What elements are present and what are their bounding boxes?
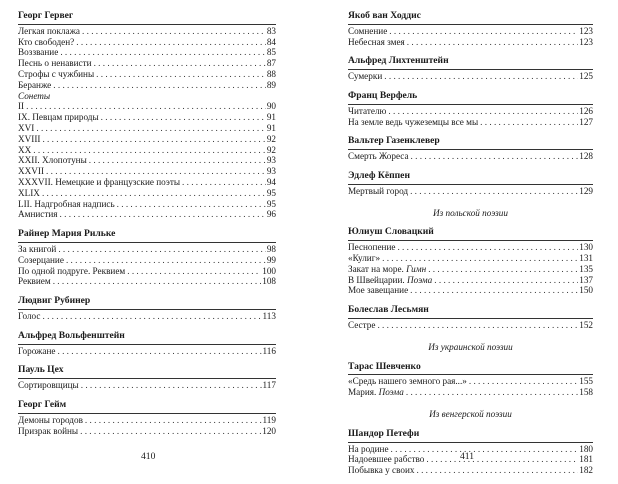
entry-title-text: На родине (348, 443, 389, 454)
toc-entry (18, 69, 276, 80)
left-page (18, 11, 276, 436)
entry-title (348, 253, 380, 264)
entry-page-number: 90 (266, 101, 276, 112)
dot-leader (407, 37, 578, 48)
entry-page-number: 128 (579, 151, 593, 162)
entry-title-text: XLIX (18, 187, 40, 198)
entry-title (18, 244, 56, 255)
toc-entry (18, 209, 276, 220)
dot-leader (94, 58, 266, 69)
entry-page-number: 123 (579, 36, 593, 47)
dot-leader (85, 415, 262, 426)
entry-genre: Поэма (378, 387, 404, 398)
entry-title-text: Сумерки (348, 71, 383, 82)
entry-page-number: 85 (266, 47, 276, 58)
entry-title (18, 58, 92, 69)
entry-title-text: Сестре (348, 319, 376, 330)
toc-entry (348, 320, 593, 331)
entry-page-number: 135 (579, 263, 593, 274)
entry-title-text: Горожане (18, 345, 56, 356)
toc-entry (18, 244, 276, 255)
section-heading: Из венгерской поэзии (429, 408, 512, 419)
entry-page-number: 95 (266, 198, 276, 209)
entry-title-text: Мое завещание (348, 285, 409, 296)
entry-page-number: 127 (579, 116, 593, 127)
toc-entry (348, 376, 593, 387)
entry-page-number: 84 (266, 36, 276, 47)
entry-page-number: 155 (579, 376, 593, 387)
entry-title (348, 37, 405, 48)
entry-title-text: Сомнение (348, 25, 388, 36)
dot-leader (410, 186, 578, 197)
entry-title (18, 37, 74, 48)
entry-title-text: Побывка у своих (348, 465, 415, 476)
dot-leader (384, 71, 578, 82)
toc-entry (18, 415, 276, 426)
entry-title-text: «Средь нашего земного рая...» (348, 376, 467, 387)
entry-title (18, 112, 99, 123)
dot-leader (66, 255, 266, 266)
toc-entry (18, 101, 276, 112)
toc-entry (348, 186, 593, 197)
entry-title-text: II (18, 101, 25, 112)
right-page (348, 11, 593, 476)
entry-page-number: 116 (262, 345, 276, 356)
toc-entry (18, 26, 276, 37)
dot-leader (89, 155, 266, 166)
entry-title-text: Сортировщицы (18, 380, 79, 391)
entry-page-number: 126 (579, 105, 593, 116)
toc-entry (348, 264, 593, 275)
entry-title-text: Призрак войны (18, 425, 79, 436)
toc-entry (348, 151, 593, 162)
author-heading: Георг Гейм (18, 400, 276, 414)
author-heading: Георг Гервег (18, 11, 276, 25)
entry-page-number: 100 (262, 265, 276, 276)
entry-title-text: LII. Надгробная надпись (18, 198, 115, 209)
entry-page-number: 98 (266, 243, 276, 254)
entry-page-number: 125 (579, 71, 593, 82)
entry-title-text: XX (18, 144, 32, 155)
author-heading: Райнер Мария Рильке (18, 229, 276, 243)
entry-page-number: 152 (579, 319, 593, 330)
author-heading: Вальтер Газенклевер (348, 136, 593, 150)
entry-title-text: Небесная змея (348, 36, 405, 47)
entry-page-number: 83 (266, 25, 276, 36)
dot-leader (80, 426, 261, 437)
toc-entry (348, 253, 593, 264)
entry-title (348, 242, 395, 253)
author-heading: Шандор Петефи (348, 429, 593, 443)
entry-title (348, 376, 467, 387)
entry-title-text: Кто свободен? (18, 36, 75, 47)
entry-title-text: Легкая поклажа (18, 25, 81, 36)
entry-page-number: 96 (266, 209, 276, 220)
dot-leader (76, 37, 266, 48)
author-heading: Франц Верфель (348, 91, 593, 105)
author-heading: Людвиг Рубинер (18, 296, 276, 310)
toc-entry (348, 275, 593, 286)
entry-title-text: Воззвание (18, 47, 59, 58)
entry-title-text: Надоевшее рабство (348, 454, 425, 465)
dot-leader (53, 80, 266, 91)
entry-title (18, 26, 80, 37)
toc-entry (18, 166, 276, 177)
entry-title (18, 266, 125, 277)
entry-title-text: Мертвый город (348, 185, 409, 196)
dot-leader (411, 151, 579, 162)
entry-title (18, 166, 44, 177)
dot-leader (117, 199, 266, 210)
page-number-right: 411 (460, 451, 475, 462)
entry-page-number: 181 (579, 454, 593, 465)
entry-title (348, 320, 375, 331)
entry-title (18, 199, 115, 210)
author-heading: Якоб ван Ходдис (348, 11, 593, 25)
entry-title (18, 380, 79, 391)
entry-page-number: 88 (266, 68, 276, 79)
entry-title-text: Закат на море. (348, 263, 407, 274)
dot-leader (96, 69, 266, 80)
author-heading: Юлиуш Словацкий (348, 227, 593, 241)
entry-title-text: На земле ведь чужеземцы все мы (348, 116, 479, 127)
toc-entry (18, 188, 276, 199)
entry-page-number: 119 (262, 414, 276, 425)
toc-entry (18, 47, 276, 58)
dot-leader (33, 145, 266, 156)
toc-entry (18, 177, 276, 188)
entry-title (18, 177, 180, 188)
entry-title (18, 255, 64, 266)
entry-title (18, 426, 78, 437)
entry-title-text: Читателю (348, 105, 387, 116)
entry-title (348, 71, 382, 82)
entry-page-number: 130 (579, 242, 593, 253)
dot-leader (397, 242, 578, 253)
author-heading: Пауль Цех (18, 365, 276, 379)
toc-entry (348, 71, 593, 82)
entry-title-text: Строфы с чужбины (18, 68, 95, 79)
dot-leader (382, 253, 578, 264)
dot-leader (426, 454, 578, 465)
entry-title (18, 47, 58, 58)
entry-title (348, 387, 404, 398)
entry-title (18, 101, 24, 112)
dot-leader (36, 123, 265, 134)
entry-title-text: «Кулиг» (348, 252, 381, 263)
entry-title (348, 117, 478, 128)
entry-page-number: 108 (262, 276, 276, 287)
entry-page-number: 99 (266, 254, 276, 265)
entry-page-number: 91 (266, 122, 276, 133)
entry-page-number: 95 (266, 187, 276, 198)
entry-title (348, 106, 386, 117)
entry-page-number: 120 (262, 425, 276, 436)
entry-page-number: 137 (579, 274, 593, 285)
entry-title-text: XXVII (18, 166, 45, 177)
dot-leader (81, 380, 262, 391)
entry-title-text: Голос (18, 310, 41, 321)
dot-leader (127, 266, 261, 277)
entry-title (18, 276, 51, 287)
entry-page-number: 123 (579, 25, 593, 36)
dot-leader (406, 387, 578, 398)
entry-genre: Поэма (407, 274, 433, 285)
entry-title-text: Демоны городов (18, 414, 83, 425)
entry-title (348, 465, 414, 476)
dot-leader (46, 166, 266, 177)
entry-title (18, 123, 34, 134)
entry-title (348, 264, 426, 275)
entry-title-text: За книгой (18, 243, 57, 254)
toc-entry (18, 145, 276, 156)
entry-title-text: XVIII (18, 133, 41, 144)
entry-page-number: 182 (579, 465, 593, 476)
entry-page-number: 117 (262, 380, 276, 391)
toc-entry (348, 465, 593, 476)
toc-entry (348, 106, 593, 117)
cycle-subheading: Сонеты (18, 90, 51, 101)
entry-title-text: Песнь о ненависти (18, 58, 92, 69)
entry-page-number: 93 (266, 166, 276, 177)
entry-title-text: XXXVII. Немецкие и французские поэты (18, 176, 181, 187)
dot-leader (42, 134, 265, 145)
dot-leader (388, 106, 578, 117)
toc-entry (18, 199, 276, 210)
dot-leader (42, 311, 261, 322)
author-heading: Альфред Вольфенштейн (18, 331, 276, 345)
dot-leader (391, 444, 579, 455)
toc-entry (18, 58, 276, 69)
dot-leader (26, 101, 266, 112)
entry-page-number: 94 (266, 176, 276, 187)
entry-title (18, 188, 40, 199)
entry-title (18, 346, 55, 357)
author-heading: Болеслав Лесьмян (348, 305, 593, 319)
entry-title (18, 134, 40, 145)
entry-title-text: По одной подруге. Реквием (18, 265, 126, 276)
page-number-left: 410 (141, 451, 156, 462)
dot-leader (182, 177, 266, 188)
dot-leader (377, 320, 578, 331)
entry-page-number: 92 (266, 144, 276, 155)
dot-leader (469, 376, 578, 387)
toc-entry (18, 311, 276, 322)
entry-title (348, 275, 432, 286)
toc-entry (348, 37, 593, 48)
dot-leader (53, 276, 262, 287)
toc-entry (18, 134, 276, 145)
dot-leader (42, 188, 266, 199)
dot-leader (82, 26, 266, 37)
entry-title-text: Мария. (348, 387, 379, 398)
toc-entry (18, 380, 276, 391)
entry-title-text: XXII. Хлопотуны (18, 155, 87, 166)
section-heading: Из украинской поэзии (428, 341, 513, 352)
entry-title-text: IX. Певцам природы (18, 112, 99, 123)
entry-page-number: 92 (266, 133, 276, 144)
author-heading: Эдлеф Кёппен (348, 171, 593, 185)
entry-title (348, 285, 408, 296)
dot-leader (389, 26, 578, 37)
toc-entry (348, 285, 593, 296)
entry-title (18, 311, 40, 322)
toc-entry (18, 80, 276, 91)
dot-leader (101, 112, 266, 123)
entry-title-text: Реквием (18, 276, 51, 287)
toc-entry (18, 255, 276, 266)
section-heading: Из польской поэзии (433, 207, 508, 218)
toc-entry (348, 26, 593, 37)
entry-title-text: В Швейцарии. (348, 274, 407, 285)
dot-leader (57, 346, 261, 357)
entry-title (18, 415, 83, 426)
entry-page-number: 131 (579, 252, 593, 263)
entry-page-number: 93 (266, 155, 276, 166)
entry-page-number: 87 (266, 58, 276, 69)
toc-entry (18, 112, 276, 123)
toc-entry (18, 426, 276, 437)
dot-leader (434, 275, 578, 286)
dot-leader (60, 209, 266, 220)
toc-entry (18, 346, 276, 357)
entry-title (18, 80, 51, 91)
entry-page-number: 89 (266, 79, 276, 90)
toc-entry (348, 117, 593, 128)
entry-title (18, 69, 94, 80)
dot-leader (416, 465, 578, 476)
entry-title (18, 145, 31, 156)
entry-page-number: 150 (579, 285, 593, 296)
entry-title (348, 186, 408, 197)
entry-page-number: 129 (579, 185, 593, 196)
entry-page-number: 113 (262, 310, 276, 321)
dot-leader (60, 47, 266, 58)
toc-entry (18, 123, 276, 134)
entry-title-text: Беранже (18, 79, 52, 90)
entry-title-text: Созерцание (18, 254, 64, 265)
toc-entry (18, 266, 276, 277)
entry-title (18, 209, 58, 220)
entry-title (18, 155, 87, 166)
toc-entry (18, 155, 276, 166)
dot-leader (58, 244, 265, 255)
author-heading: Альфред Лихтенштейн (348, 56, 593, 70)
entry-page-number: 180 (579, 443, 593, 454)
author-heading: Тарас Шевченко (348, 362, 593, 376)
toc-entry (18, 37, 276, 48)
dot-leader (410, 285, 578, 296)
dot-leader (428, 264, 578, 275)
entry-title-text: XVI (18, 122, 35, 133)
entry-title (348, 151, 409, 162)
dot-leader (480, 117, 578, 128)
entry-title-text: Амнистия (18, 209, 58, 220)
entry-page-number: 158 (579, 387, 593, 398)
entry-genre: Гимн (406, 263, 427, 274)
entry-title-text: Песнопение (348, 242, 396, 253)
toc-entry (348, 387, 593, 398)
toc-entry (348, 242, 593, 253)
entry-title-text: Смерть Жореса (348, 151, 409, 162)
entry-title (348, 454, 424, 465)
entry-page-number: 91 (266, 112, 276, 123)
toc-entry (18, 276, 276, 287)
entry-title (348, 444, 389, 455)
entry-title (348, 26, 387, 37)
